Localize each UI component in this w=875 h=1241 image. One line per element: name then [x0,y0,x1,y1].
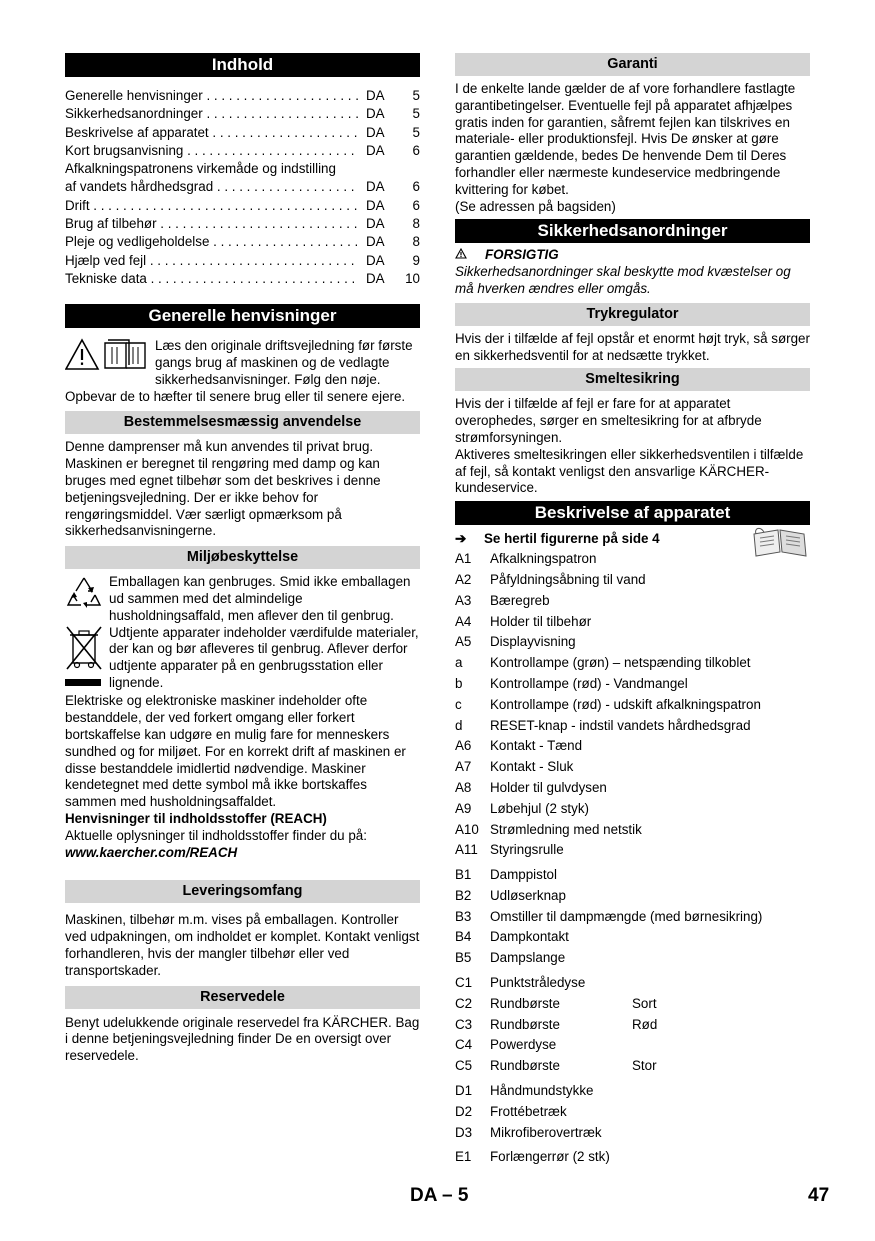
toc-entry-title: Sikkerhedsanordninger . . . [65,105,358,123]
parts-list-item [455,591,810,612]
part-name: Holder til tilbehør [490,613,592,629]
part-name: Kontrollampe (rød) - udskift afkalkningspatron [490,696,761,712]
toc-entry-language: DA [366,179,385,195]
parts-list-item [455,716,810,737]
part-code: E1 [455,1149,472,1165]
toc-entry-title: Generelle henvisninger . . . [65,87,358,105]
parts-list-item [455,840,810,861]
toc-entry-page: 6 [412,197,420,213]
toc-entry-language: DA [366,106,385,122]
reach-text: Aktuelle oplysninger til indholdsstoffer finder du på: [65,827,367,843]
part-code: A6 [455,738,472,754]
part-code: d [455,717,463,733]
toc-entry-language: DA [366,88,385,103]
part-name: Frottébetræk [490,1103,567,1119]
part-code: B4 [455,929,472,945]
toc-entry[interactable] [65,142,420,160]
part-name: Dampkontakt [490,929,569,945]
scope-heading: Leveringsomfang [65,880,420,903]
toc-heading: Indhold [65,53,420,77]
part-code: B1 [455,867,472,883]
part-name: Håndmundstykke [490,1083,594,1099]
warning-icon [455,247,485,264]
toc-entry[interactable] [65,252,420,270]
toc-entry-page: 6 [412,179,420,195]
part-code: B2 [455,887,472,903]
part-name: Styringsrulle [490,842,564,858]
part-code: b [455,675,463,691]
table-of-contents [65,87,420,288]
part-name: Afkalkningspatron [490,551,597,567]
spare-parts-text: Benyt udelukkende originale reservedel fra KÄRCHER. Bag i denne betjeningsvejledning finder De en oversigt over reservedele. [65,1014,420,1064]
part-code: C4 [455,1037,473,1053]
toc-entry-language: DA [366,124,385,140]
toc-entry-language: DA [366,216,385,232]
description-heading: Beskrivelse af apparatet [455,501,810,525]
pressure-regulator-text: Hvis der i tilfælde af fejl opstår et enormt højt tryk, så sørger en sikkerhedsventil for at nedsætte trykket. [455,330,810,363]
part-name: Rundbørste [490,1058,560,1074]
part-code: A3 [455,592,472,608]
see-figures-text: Se hertil figurerne på side 4 [484,531,660,547]
parts-list-item [455,736,810,757]
reach-link[interactable]: www.kaercher.com/REACH [65,844,238,860]
parts-list-item [455,632,810,653]
warranty-text: I de enkelte lande gælder de af vore forhandlere fastlagte garantibetingelser. Eventuelle fejl på apparatet afhjælpes gratis inden for garantien, såfremt fejlen kan tilskrives en materiale- eller produktionsfejl. Hvis De ønsker at gøre garantien gældende, bedes De henvende Dem til Deres forhandler eller nærmeste kundeservice medbringende kvittering for købet. [455,81,796,197]
part-name: Rundbørste [490,1016,560,1032]
part-code: A5 [455,634,472,650]
see-figures-line [455,528,810,549]
toc-entry-language: DA [366,252,385,268]
part-code: B5 [455,950,472,966]
environment-section [65,574,420,861]
parts-list-item [455,1035,810,1056]
part-name: Dampslange [490,950,566,966]
toc-entry[interactable] [65,270,420,288]
part-code: c [455,696,462,712]
part-variant: Stor [632,1058,657,1074]
toc-entry-title: Kort brugsanvisning . . . [65,142,358,160]
part-name: Bæregreb [490,592,550,608]
toc-entry[interactable] [65,215,420,233]
toc-entry-page: 5 [412,124,420,140]
electronics-text: Elektriske og elektroniske maskiner indeholder ofte bestanddele, der ved forkert omgang eller forkert bortskaffelse kan udgøre en mulig fare for menneskers sundhed og for miljøet. For en korrekt drift af maskinen er disse bestanddele imidlertid nødvendige. Maskiner kendetegnet med dette symbol må ikke bortskaffes sammen med husholdningsaffaldet. [65,693,406,810]
part-name: Punktstråledyse [490,975,586,991]
parts-list [455,549,810,1168]
part-name: Powerdyse [490,1037,557,1053]
part-code: A7 [455,759,472,775]
parts-list-item [455,653,810,674]
fuse-heading: Smeltesikring [455,368,810,391]
part-code: C2 [455,995,473,1011]
part-variant: Rød [632,1016,658,1032]
environment-heading: Miljøbeskyttelse [65,546,420,569]
toc-entry[interactable] [65,124,420,142]
toc-entry-language: DA [366,234,385,250]
part-name: Løbehjul (2 styk) [490,800,589,816]
parts-list-item [455,612,810,633]
toc-entry[interactable] [65,233,420,251]
parts-list-item [455,570,810,591]
part-code: C5 [455,1058,473,1074]
parts-list-item [455,1123,810,1144]
parts-list-item [455,757,810,778]
pressure-regulator-heading: Trykregulator [455,303,810,326]
caution-text: Sikkerhedsanordninger skal beskytte mod kvæstelser og må hverken ændres eller omgås. [455,264,791,296]
parts-list-item [455,1015,810,1036]
parts-list-item [455,1081,810,1102]
part-name: Rundbørste [490,995,560,1011]
parts-list-item [455,1147,810,1168]
disposal-text: Udtjente apparater indeholder værdifulde materialer, der kan og bør afleveres til genbrug. Aflever derfor udtjente apparater på en genbrugsstation eller lignende. [109,624,419,691]
parts-list-item [455,695,810,716]
fuse-text-1: Hvis der i tilfælde af fejl er fare for at apparatet overophedes, sørger en smeltesikring for at afbryde strømforsyningen. [455,396,762,445]
toc-entry[interactable] [65,87,420,105]
part-code: A11 [455,842,478,858]
toc-entry-page: 8 [412,216,420,232]
part-name: Påfyldningsåbning til vand [490,571,646,587]
recycling-icon [65,574,103,617]
warning-book-icon [65,338,149,377]
intended-use-text: Denne damprenser må kun anvendes til privat brug. Maskinen er beregnet til rengøring med damp og kan bruges med egnet tilbehør som det beskrives i denne betjeningsvejledning. Der er ikke behov for rengøringsmiddel. Vær særligt opmærksom på sikkerhedsanvisningerne. [65,439,381,539]
packaging-text: Emballagen kan genbruges. Smid ikke emballagen ud sammen med det almindelige husholdningsaffald, men aflever den til genbrug. [109,574,411,623]
part-code: A10 [455,821,479,837]
part-name: Mikrofiberovertræk [490,1124,602,1140]
part-name: Kontakt - Tænd [490,738,583,754]
toc-entry-page: 5 [412,106,420,122]
toc-entry-page: 9 [412,252,420,268]
part-name: Omstiller til dampmængde (med børnesikring) [490,908,763,924]
toc-entry-title: Drift . . . [65,197,358,215]
part-code: A1 [455,551,472,567]
general-heading: Generelle henvisninger [65,304,420,328]
parts-list-item [455,973,810,994]
footer-section-label: DA – 5 [410,1185,469,1206]
part-name: Holder til gulvdysen [490,779,607,795]
parts-list-item [455,1102,810,1123]
part-name: Udløserknap [490,887,566,903]
warranty-heading: Garanti [455,53,810,76]
toc-entry-page: 6 [412,142,420,158]
parts-list-item [455,778,810,799]
toc-entry-title: Brug af tilbehør . . . [65,215,358,233]
part-code: C1 [455,975,473,991]
part-code: A9 [455,800,472,816]
part-code: D1 [455,1083,473,1099]
part-name: RESET-knap - indstil vandets hårdhedsgrad [490,717,751,733]
part-variant: Sort [632,995,657,1011]
toc-entry-title: Beskrivelse af apparatet . . . [65,124,358,142]
right-column [455,53,810,1168]
part-name: Forlængerrør (2 stk) [490,1149,610,1165]
part-code: A4 [455,613,472,629]
toc-entry-language: DA [366,270,385,286]
part-name: Kontakt - Sluk [490,759,574,775]
general-text: Læs den originale driftsvejledning før første gangs brug af maskinen og de vedlagte sikkerhedsanvisninger. Følg den nøje. Opbevar de to hæfter til senere brug eller til senere ejere. [65,338,413,404]
parts-list-item [455,886,810,907]
toc-entry-title: Hjælp ved fejl . . . [65,252,358,270]
parts-list-item [455,674,810,695]
spare-parts-heading: Reservedele [65,986,420,1009]
parts-list-item [455,865,810,886]
footer-page-number: 47 [808,1185,830,1206]
parts-list-item [455,1056,810,1077]
toc-entry-title: af vandets hårdhedsgrad . . . [65,178,358,196]
toc-entry-title: Pleje og vedligeholdelse . . . [65,233,358,251]
part-code: D2 [455,1103,473,1119]
toc-entry-page: 10 [405,270,420,286]
part-name: Strømledning med netstik [490,821,642,837]
toc-entry-title: Tekniske data . . . [65,270,358,288]
part-name: Displayvisning [490,634,576,650]
toc-entry-line1: Afkalkningspatronens virkemåde og indstilling [65,161,336,177]
fuse-text-2: Aktiveres smeltesikringen eller sikkerhedsventilen i tilfælde af fejl, så kontakt venligst den ansvarlige KÄRCHER-kundeservice. [455,446,804,496]
reach-heading: Henvisninger til indholdsstoffer (REACH) [65,811,327,826]
general-section [65,338,420,405]
parts-list-item [455,948,810,969]
caution-line [455,247,810,264]
part-code: A8 [455,779,472,795]
parts-list-item [455,820,810,841]
toc-entry[interactable] [65,105,420,123]
parts-list-item [455,799,810,820]
parts-list-item [455,927,810,948]
arrow-right-icon: ➔ [455,531,467,547]
left-column [65,53,420,1065]
part-code: C3 [455,1016,473,1032]
toc-entry[interactable] [65,178,420,196]
parts-list-item [455,907,810,928]
scope-text: Maskinen, tilbehør m.m. vises på emballagen. Kontroller ved udpakningen, om indholdet er komplet. Kontakt venligst forhandleren, hvis der mangler tilbehør eller ved transportskader. [65,912,420,978]
toc-entry-page: 5 [412,88,420,103]
part-code: A2 [455,571,472,587]
parts-list-item [455,994,810,1015]
safety-heading: Sikkerhedsanordninger [455,219,810,243]
part-name: Kontrollampe (rød) - Vandmangel [490,675,688,691]
part-name: Kontrollampe (grøn) – netspænding tilkoblet [490,655,751,671]
toc-entry-language: DA [366,197,385,213]
toc-entry[interactable] [65,197,420,215]
intended-use-heading: Bestemmelsesmæssig anvendelse [65,411,420,434]
crossed-bin-icon [65,625,103,694]
part-code: B3 [455,908,472,924]
manual-pages-icon [750,526,810,566]
toc-entry-page: 8 [412,234,420,250]
toc-entry-language: DA [366,142,385,158]
part-code: a [455,655,463,671]
caution-label: FORSIGTIG [485,247,559,263]
part-code: D3 [455,1124,473,1140]
warranty-note: (Se adressen på bagsiden) [455,198,616,214]
part-name: Damppistol [490,867,557,883]
